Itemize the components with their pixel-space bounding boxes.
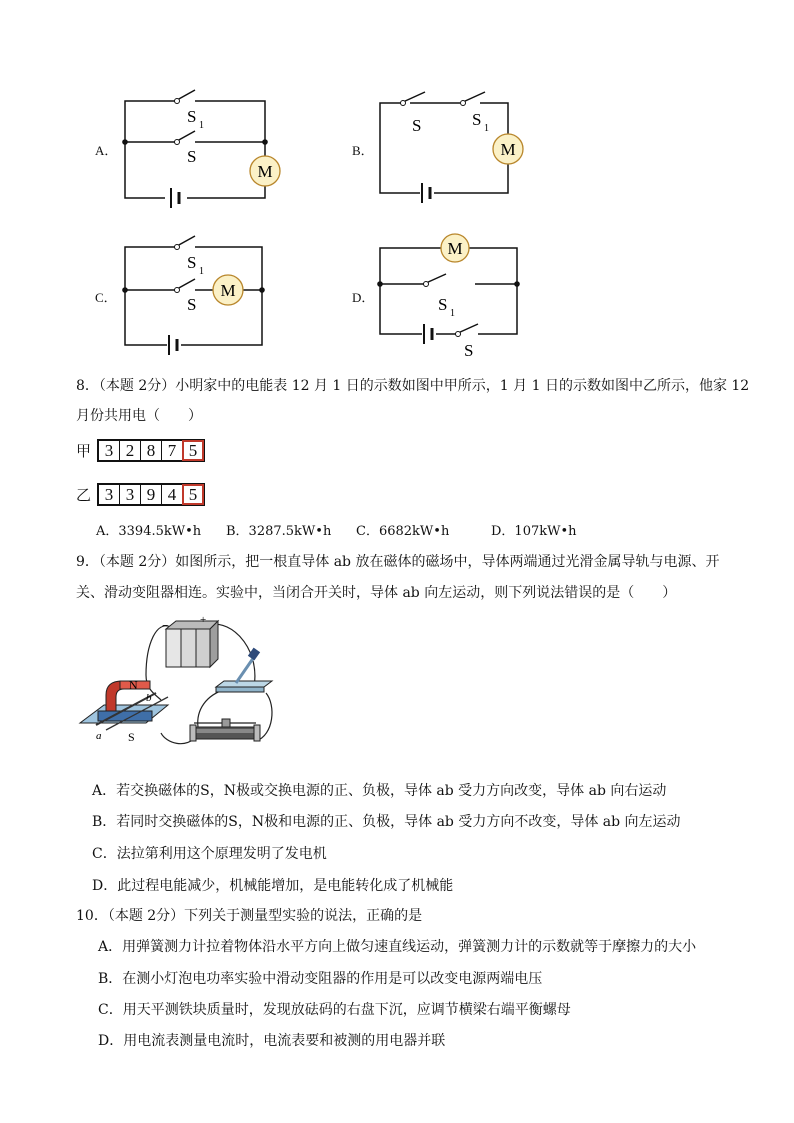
- q8-option-c[interactable]: C．6682kW•h: [356, 524, 450, 539]
- circuit-b-diagram: [370, 85, 540, 205]
- switch-s1-d-sub: 1: [450, 308, 455, 319]
- meter-yi-label: 乙: [76, 486, 92, 504]
- meter-decimal-digit: 5: [183, 485, 203, 504]
- q10-option-b[interactable]: B．在测小灯泡电功率实验中滑动变阻器的作用是可以改变电源两端电压: [98, 971, 543, 987]
- meter-decimal-digit: 5: [183, 441, 203, 460]
- q9-option-d[interactable]: D．此过程电能减少，机械能增加，是电能转化成了机械能: [92, 878, 454, 894]
- meter-digit: 3: [99, 441, 120, 460]
- switch-s1-a-sub: 1: [199, 120, 204, 131]
- magnet-icon: [98, 681, 152, 721]
- circuit-a-diagram: [115, 80, 295, 215]
- q10-stem: 10．（本题 2分）下列关于测量型实验的说法，正确的是: [76, 908, 423, 924]
- meter-digit: 7: [162, 441, 183, 460]
- meter-digit: 3: [99, 485, 120, 504]
- switch-s1-d-label: S: [438, 295, 448, 314]
- meter-yi: [76, 483, 205, 506]
- circuit-d-diagram: [370, 232, 530, 362]
- knife-switch-icon: [216, 648, 272, 692]
- q8-stem-line2: 月份共用电（ ）: [76, 408, 202, 424]
- meter-jia-digits: [97, 439, 205, 462]
- q9-experiment-figure: [76, 615, 286, 755]
- circuit-d-label: D．: [352, 290, 375, 305]
- motor-d-label: M: [447, 239, 463, 258]
- switch-s1-a-label: S: [187, 107, 197, 126]
- motor-c-label: M: [220, 281, 236, 300]
- switch-s-d-label: S: [464, 341, 474, 360]
- meter-digit: 9: [141, 485, 162, 504]
- rheostat-icon: [190, 719, 260, 741]
- switch-s1-c-sub: 1: [199, 266, 204, 277]
- conductor-a-label: a: [96, 730, 102, 742]
- conductor-b-label: b: [146, 692, 152, 704]
- switch-s1-b-sub: 1: [484, 123, 489, 134]
- q9-stem-line2: 关、滑动变阻器相连。实验中，当闭合开关时，导体 ab 向左运动，则下列说法错误的是（ ）: [76, 585, 677, 601]
- magnet-s-label: S: [128, 730, 135, 744]
- meter-digit: 4: [162, 485, 183, 504]
- meter-digit: 3: [120, 485, 141, 504]
- motor-b-label: M: [500, 140, 516, 159]
- motor-a-label: M: [257, 162, 273, 181]
- q10-option-a[interactable]: A．用弹簧测力计拉着物体沿水平方向上做匀速直线运动，弹簧测力计的示数就等于摩擦力的大小: [98, 939, 697, 955]
- q9-option-c[interactable]: C．法拉第利用这个原理发明了发电机: [92, 846, 327, 862]
- q9-option-b[interactable]: B．若同时交换磁体的S，N极和电源的正、负极，导体 ab 受力方向不改变，导体 ab 向左运动: [92, 814, 681, 830]
- q8-option-d[interactable]: D．107kW•h: [491, 524, 577, 539]
- switch-s-b-label: S: [412, 116, 422, 135]
- q8-option-b[interactable]: B．3287.5kW•h: [226, 524, 332, 539]
- battery-plus-label: +: [200, 615, 207, 626]
- q8-stem-line1: 8．（本题 2分）小明家中的电能表 12 月 1 日的示数如图中甲所示，1 月 1 日的示数如图中乙所示，他家 12: [76, 378, 750, 394]
- circuit-a-label: A．: [95, 143, 118, 158]
- switch-s-c-label: S: [187, 295, 197, 314]
- q10-option-c[interactable]: C．用天平测铁块质量时，发现放砝码的右盘下沉，应调节横梁右端平衡螺母: [98, 1002, 571, 1018]
- q10-option-d[interactable]: D．用电流表测量电流时，电流表要和被测的用电器并联: [98, 1033, 446, 1049]
- switch-s1-b-label: S: [472, 110, 482, 129]
- battery-minus-label: −: [162, 620, 169, 632]
- meter-jia-label: 甲: [76, 442, 92, 460]
- meter-digit: 2: [120, 441, 141, 460]
- switch-s-a-label: S: [187, 147, 197, 166]
- q8-option-a[interactable]: A．3394.5kW•h: [96, 524, 202, 539]
- circuit-c-label: C．: [95, 290, 117, 305]
- meter-digit: 8: [141, 441, 162, 460]
- magnet-n-label: N: [129, 678, 138, 692]
- circuit-c-diagram: [115, 228, 275, 358]
- meter-yi-digits: [97, 483, 205, 506]
- switch-s1-c-label: S: [187, 253, 197, 272]
- battery-icon: [166, 621, 218, 667]
- meter-jia: [76, 439, 205, 462]
- circuit-b-label: B．: [352, 143, 374, 158]
- q9-option-a[interactable]: A．若交换磁体的S，N极或交换电源的正、负极，导体 ab 受力方向改变，导体 ab 向右运动: [92, 783, 667, 799]
- q9-stem-line1: 9．（本题 2分）如图所示，把一根直导体 ab 放在磁体的磁场中，导体两端通过光滑金属导轨与电源、开: [76, 554, 720, 570]
